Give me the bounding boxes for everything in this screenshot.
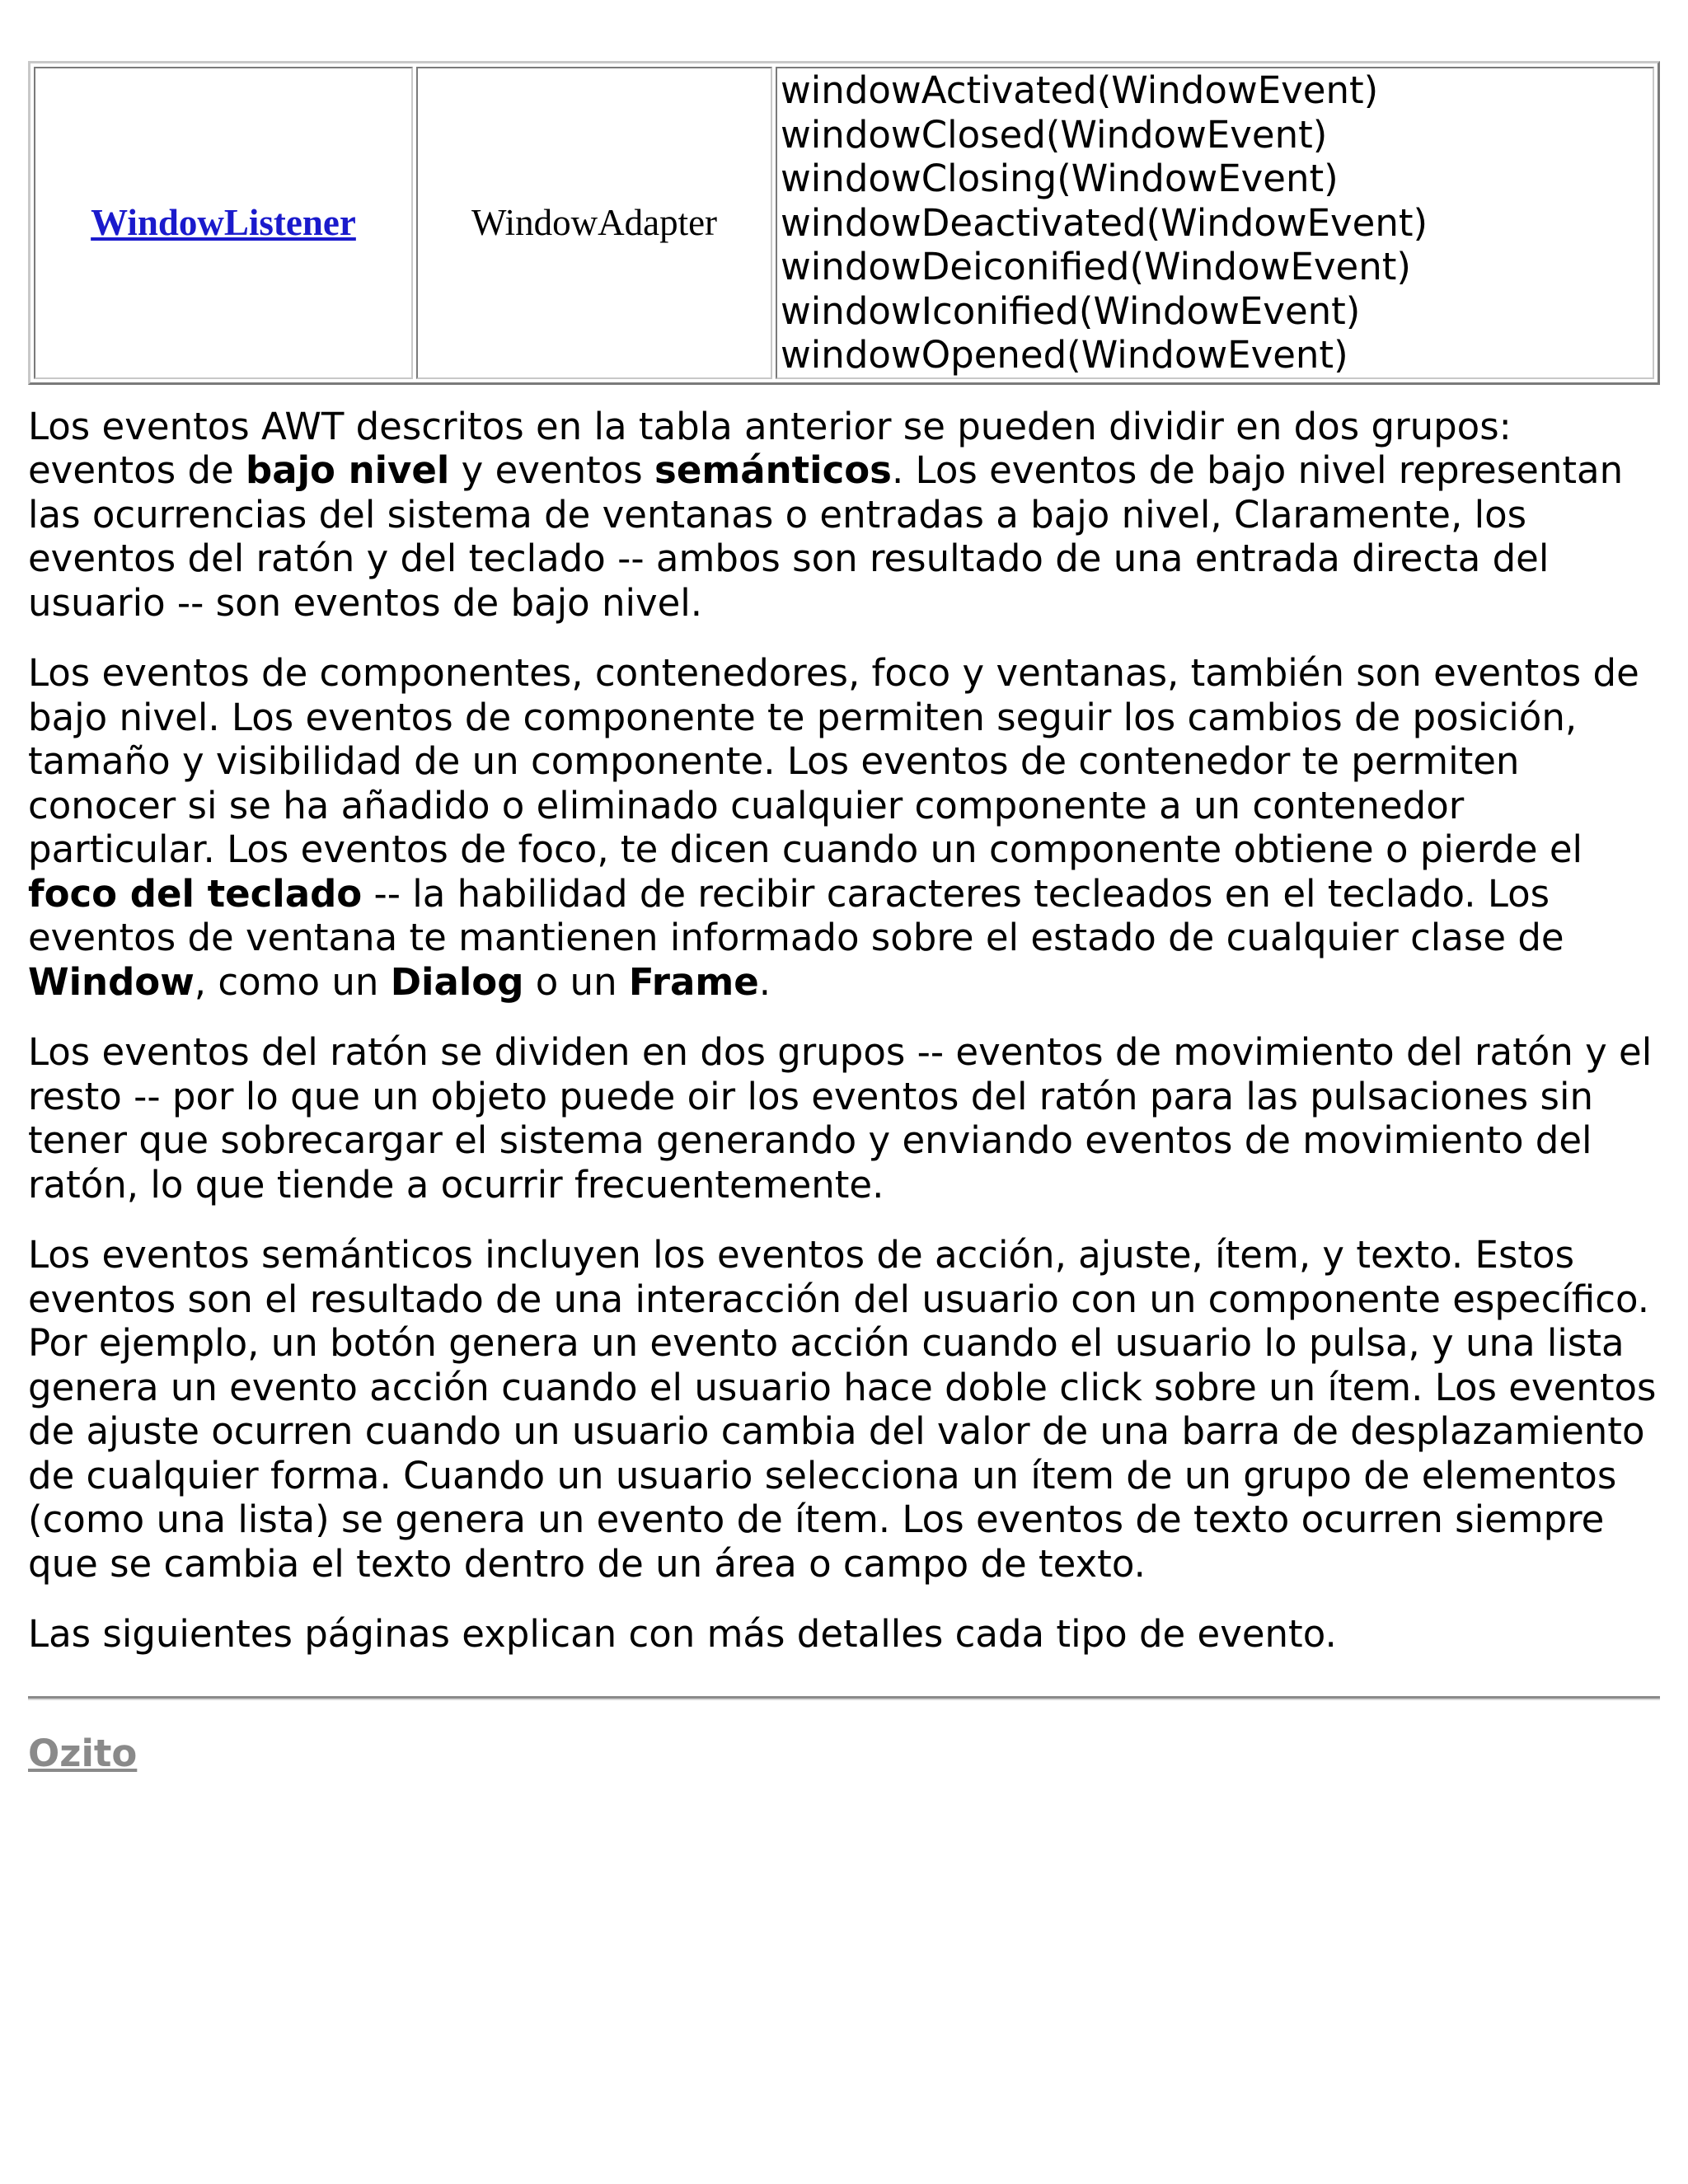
- paragraph-mouse-events: Los eventos del ratón se dividen en dos grupos -- eventos de movimiento del ratón y el resto -- por lo que un objeto puede oir los eventos del ratón para las pulsaciones sin tener que sobrecargar el sistema generando y enviando eventos de movimiento del ratón, lo que tiende a ocurrir frecuentemente.: [28, 1030, 1653, 1207]
- bold-term: Window: [28, 959, 195, 1004]
- bold-term: bajo nivel: [246, 448, 450, 492]
- text-run: Los eventos AWT descritos en la tabla anterior se pueden dividir en dos grupos: eventos de: [28, 404, 1512, 492]
- text-run: -- la habilidad de recibir caracteres tecleados en el teclado. Los eventos de ventana te mantienen informado sobre el estado de cualquier clase de: [28, 871, 1564, 959]
- page-content: [28, 61, 1660, 1775]
- table-row: [34, 67, 1654, 379]
- window-listener-link[interactable]: WindowListener: [91, 202, 356, 244]
- listener-table: [28, 61, 1660, 385]
- paragraph-semantic-events: Los eventos semánticos incluyen los eventos de acción, ajuste, ítem, y texto. Estos eventos son el resultado de una interacción del usuario con un componente específico. Por ejemplo, un botón genera un evento acción cuando el usuario lo pulsa, y una lista genera un evento acción cuando el usuario hace doble click sobre un ítem. Los eventos de ajuste ocurren cuando un usuario cambia del valor de una barra de desplazamiento de cualquier forma. Cuando un usuario selecciona un ítem de un grupo de elementos (como una lista) se genera un evento de ítem. Los eventos de texto ocurren siempre que se cambia el texto dentro de un área o campo de texto.: [28, 1233, 1657, 1586]
- divider: [28, 1696, 1660, 1700]
- text-run: .: [758, 959, 771, 1004]
- bold-term: semánticos: [654, 448, 892, 492]
- bold-term: Frame: [628, 959, 759, 1004]
- text-run: , como un: [194, 959, 391, 1004]
- text-run: o un: [523, 959, 629, 1004]
- adapter-cell: WindowAdapter: [416, 67, 772, 379]
- method-item: windowOpened(WindowEvent): [781, 333, 1348, 377]
- method-item: windowDeactivated(WindowEvent): [781, 200, 1428, 245]
- method-item: windowActivated(WindowEvent): [781, 68, 1379, 112]
- text-run: y eventos: [449, 448, 655, 492]
- text-run: . Los eventos de bajo nivel representan las ocurrencias del sistema de ventanas o entradas a bajo nivel, Claramente, los eventos del ratón y del teclado -- ambos son resultado de una entrada directa del usuario -- son eventos de bajo nivel.: [28, 448, 1624, 625]
- text-run: Los eventos de componentes, contenedores, foco y ventanas, también son eventos de bajo nivel. Los eventos de componente te permiten seguir los cambios de posición, tamaño y visibilidad de un componente. Los eventos de contenedor te permiten conocer si se ha añadido o eliminado cualquier componente a un contenedor particular. Los eventos de foco, te dicen cuando un componente obtiene o pierde el: [28, 651, 1639, 871]
- bold-term: foco del teclado: [28, 871, 363, 916]
- paragraph-low-level-events: [28, 651, 1660, 1004]
- methods-cell: [776, 67, 1654, 379]
- method-item: windowIconified(WindowEvent): [781, 288, 1361, 333]
- ozito-link[interactable]: Ozito: [28, 1731, 138, 1775]
- method-item: windowClosing(WindowEvent): [781, 157, 1339, 200]
- paragraph-next-pages: Las siguientes páginas explican con más detalles cada tipo de evento.: [28, 1612, 1337, 1656]
- paragraph-event-groups: [28, 405, 1660, 626]
- method-item: windowClosed(WindowEvent): [781, 112, 1328, 157]
- listener-cell: [34, 67, 413, 379]
- bold-term: Dialog: [390, 959, 524, 1004]
- method-item: windowDeiconified(WindowEvent): [781, 245, 1411, 288]
